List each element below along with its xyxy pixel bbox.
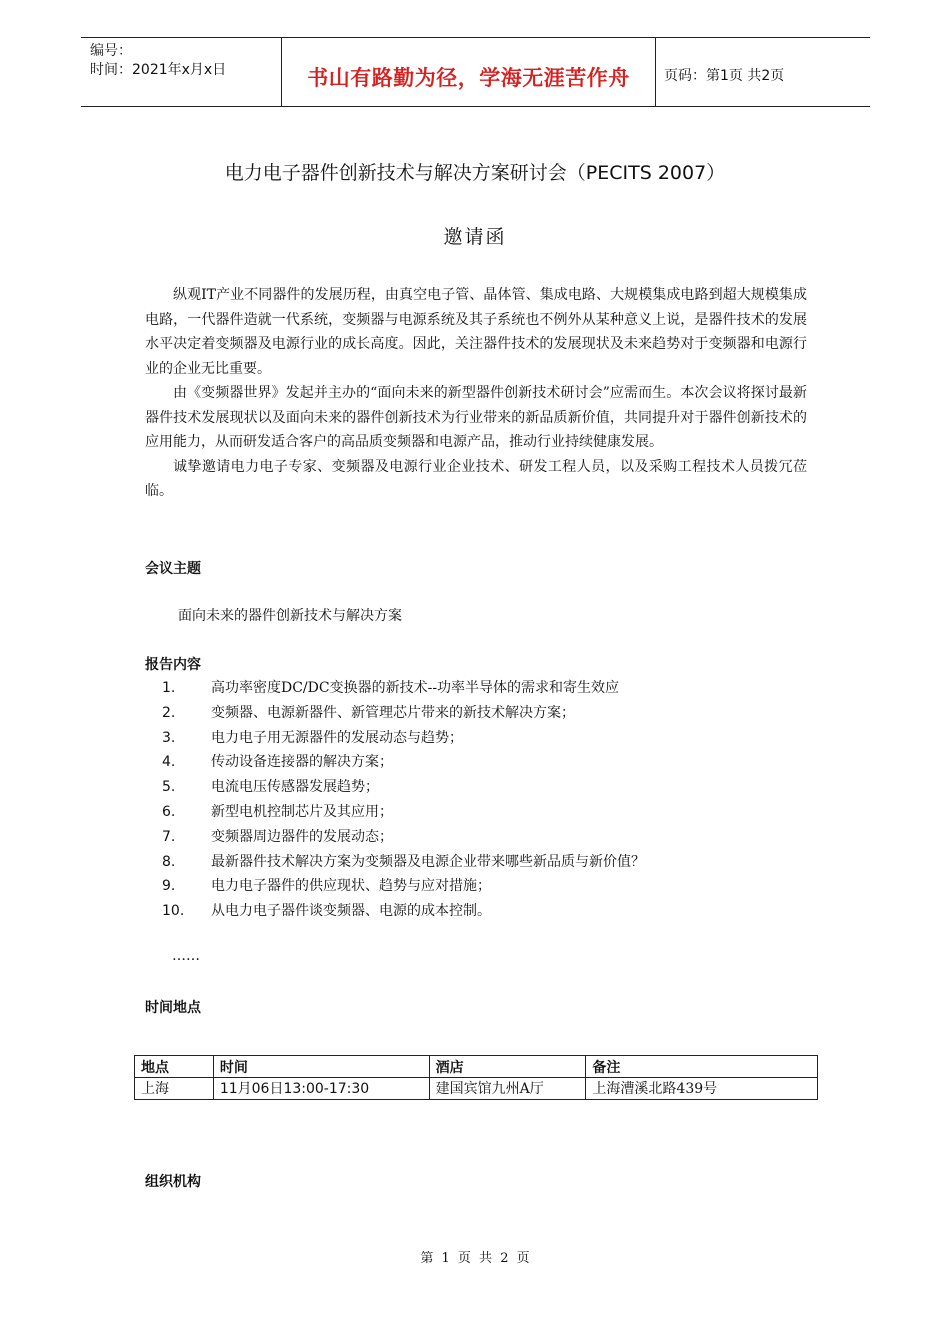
list-item-number: 9. xyxy=(162,878,176,895)
list-item-text: 新型电机控制芯片及其应用； xyxy=(211,803,393,820)
page-footer: 第 1 页 共 2 页 xyxy=(420,1251,530,1266)
document-title: 电力电子器件创新技术与解决方案研讨会（PECITS 2007） xyxy=(224,162,726,184)
list-item xyxy=(145,825,815,850)
page-header xyxy=(81,37,870,107)
column-header-hotel: 酒店 xyxy=(429,1056,586,1078)
column-header-notes: 备注 xyxy=(586,1056,818,1078)
header-page-cell xyxy=(655,38,870,106)
document-time-label: 时间：2021年x月x日 xyxy=(90,62,227,78)
cell-location: 上海 xyxy=(135,1078,214,1100)
list-item xyxy=(145,874,815,899)
intro-paragraph: 诚挚邀请电力电子专家、变频器及电源行业企业技术、研发工程人员，以及采购工程技术人员拨冗莅临。 xyxy=(145,458,807,499)
list-item xyxy=(145,899,815,924)
list-item-text: 最新器件技术解决方案为变频器及电源企业带来哪些新品质与新价值？ xyxy=(211,853,645,870)
table-row xyxy=(135,1078,818,1100)
list-item xyxy=(145,701,815,726)
list-item-number: 6. xyxy=(162,803,176,820)
intro-paragraph: 由《变频器世界》发起并主办的“面向未来的新型器件创新技术研讨会”应需而生。本次会议将探讨最新器件技术发展现状以及面向未来的器件创新技术为行业带来的新品质新价值，共同提升对于器件创新技术的应用能力，从而研发适合客户的高品质变频器和电源产品，推动行业持续健康发展。 xyxy=(145,385,807,450)
list-item-text: 电流电压传感器发展趋势； xyxy=(211,779,379,796)
section-heading-report: 报告内容 xyxy=(145,657,201,673)
table-header-row xyxy=(135,1056,818,1078)
list-item xyxy=(145,800,815,825)
list-item-number: 5. xyxy=(162,779,176,796)
list-item-text: 传动设备连接器的解决方案； xyxy=(211,754,393,771)
list-item-text: 变频器、电源新器件、新管理芯片带来的新技术解决方案； xyxy=(211,704,575,721)
column-header-location: 地点 xyxy=(135,1056,214,1078)
intro-section xyxy=(145,283,807,504)
theme-text: 面向未来的器件创新技术与解决方案 xyxy=(178,608,402,624)
column-header-time: 时间 xyxy=(213,1056,429,1078)
list-item xyxy=(145,775,815,800)
list-item-number: 10. xyxy=(162,903,185,920)
list-item-number: 2. xyxy=(162,704,176,721)
list-item xyxy=(145,676,815,701)
header-meta xyxy=(81,38,281,106)
list-item-number: 8. xyxy=(162,853,176,870)
cell-notes: 上海漕溪北路439号 xyxy=(586,1078,818,1100)
cell-hotel: 建国宾馆九州A厅 xyxy=(429,1078,586,1100)
header-motto-cell xyxy=(281,38,656,106)
list-item-number: 1. xyxy=(162,680,176,696)
list-item-text: 变频器周边器件的发展动态； xyxy=(211,828,393,845)
list-item-number: 3. xyxy=(162,729,176,746)
list-item-text: 从电力电子器件谈变频器、电源的成本控制。 xyxy=(211,903,491,920)
list-item-text: 电力电子器件的供应现状、趋势与应对措施； xyxy=(211,878,491,895)
list-item-number: 7. xyxy=(162,828,176,845)
list-item-text: 电力电子用无源器件的发展动态与趋势； xyxy=(211,729,463,746)
cell-time: 11月06日13:00-17:30 xyxy=(213,1078,429,1100)
section-heading-schedule: 时间地点 xyxy=(145,1000,201,1016)
section-heading-theme: 会议主题 xyxy=(145,561,201,577)
list-item-text: 高功率密度DC/DC变换器的新技术--功率半导体的需求和寄生效应 xyxy=(211,680,620,696)
report-ellipsis: …… xyxy=(172,948,200,964)
section-heading-organization: 组织机构 xyxy=(145,1174,201,1190)
header-page-info: 页码：第1页 共2页 xyxy=(664,68,785,84)
list-item xyxy=(145,850,815,875)
report-list xyxy=(145,676,815,924)
schedule-table xyxy=(134,1055,818,1100)
header-motto: 书山有路勤为径，学海无涯苦作舟 xyxy=(307,65,630,90)
list-item xyxy=(145,726,815,751)
document-subtitle: 邀请函 xyxy=(443,226,507,248)
list-item-number: 4. xyxy=(162,754,176,771)
list-item xyxy=(145,750,815,775)
document-number-label: 编号： xyxy=(90,43,132,59)
intro-paragraph: 纵观IT产业不同器件的发展历程，由真空电子管、晶体管、集成电路、大规模集成电路到超大规模集成电路，一代器件造就一代系统，变频器与电源系统及其子系统也不例外从某种意义上说，是器件技术的发展水平决定着变频器及电源行业的成长高度。因此，关注器件技术的发展现状及未来趋势对于变频器和电源行业的企业无比重要。 xyxy=(145,287,807,377)
